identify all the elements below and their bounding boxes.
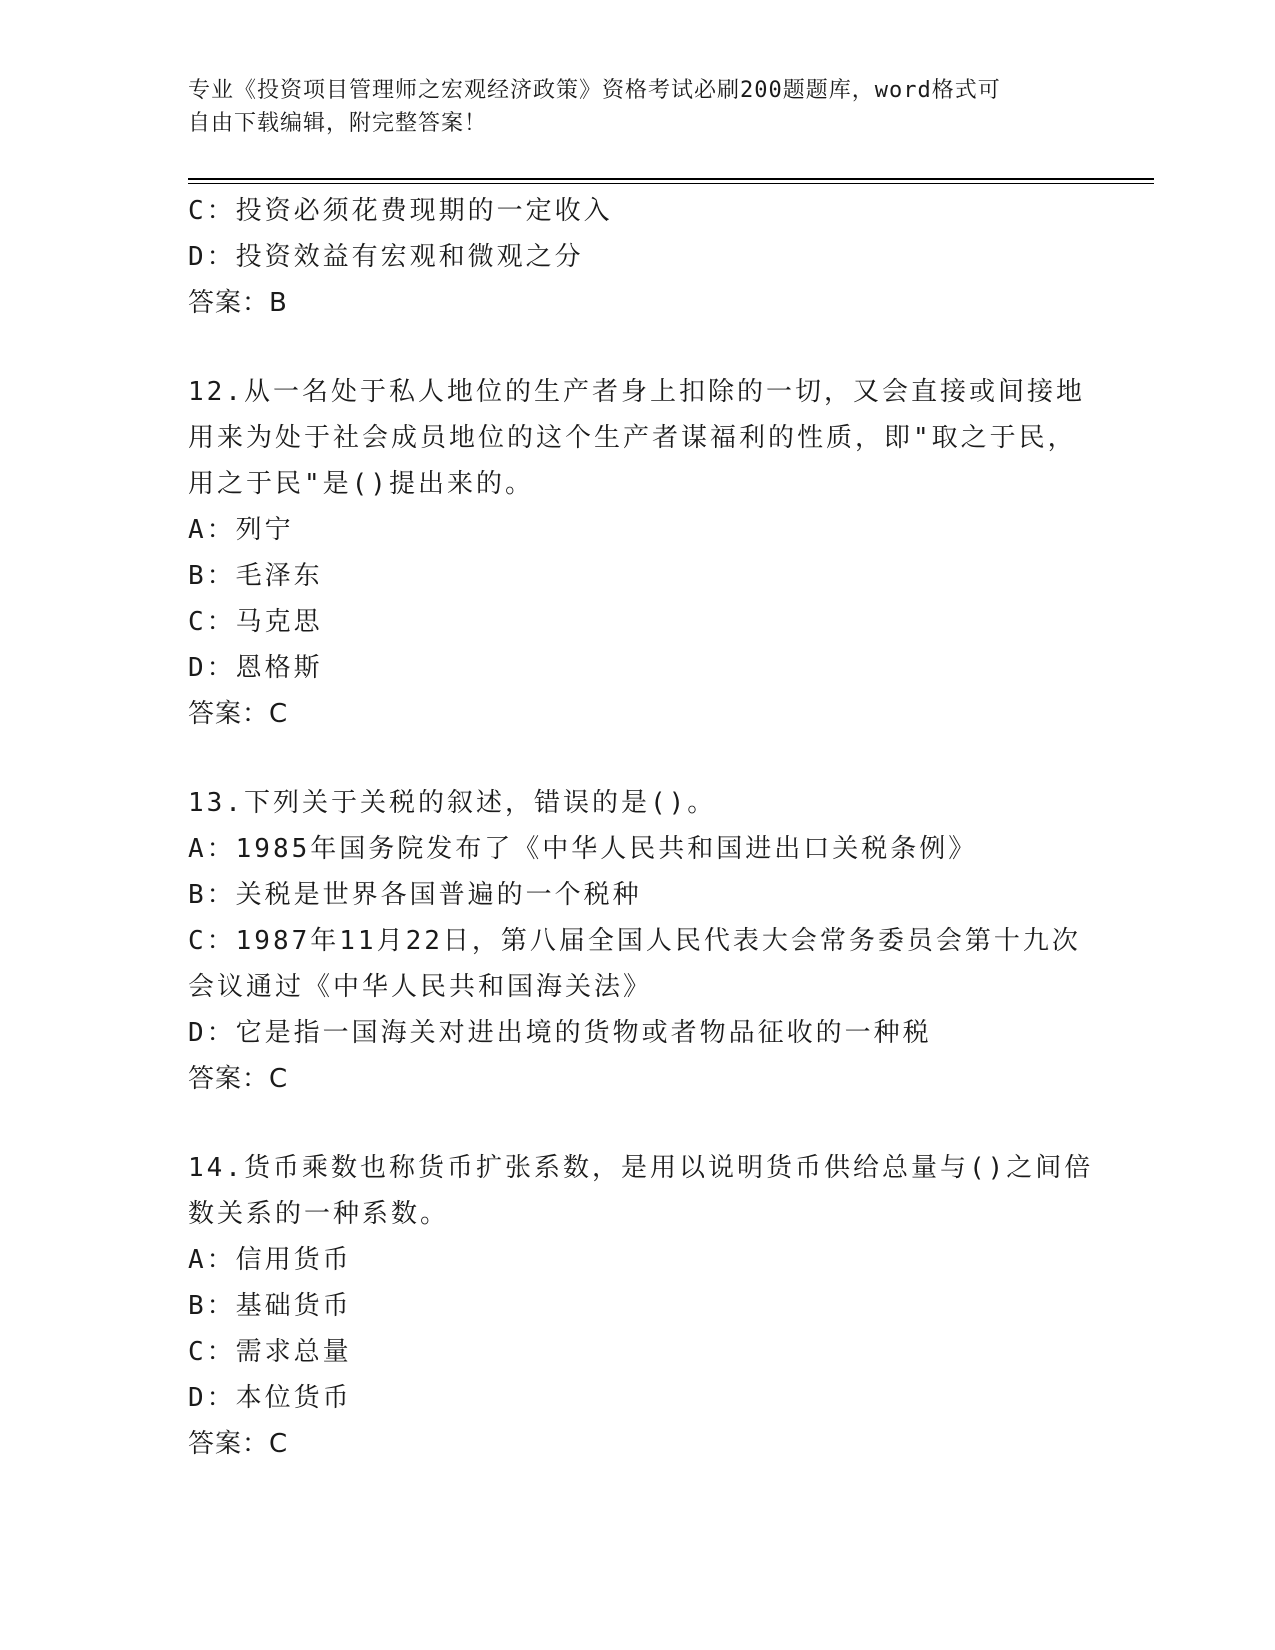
- option-c: C：马克思: [188, 607, 323, 637]
- option-b: B：毛泽东: [188, 561, 323, 591]
- question-stem: 用之于民"是()提出来的。: [188, 469, 534, 499]
- option-d: D：它是指一国海关对进出境的货物或者物品征收的一种税: [188, 1018, 932, 1048]
- document-header: [188, 74, 1068, 140]
- header-divider-thin: [188, 183, 1154, 184]
- option-d: D：本位货币: [188, 1383, 352, 1413]
- option-d: D：投资效益有宏观和微观之分: [188, 242, 584, 272]
- option-a: A：列宁: [188, 515, 294, 545]
- question-stem: 数关系的一种系数。: [188, 1199, 450, 1229]
- question-stem: 用来为处于社会成员地位的这个生产者谋福利的性质，即"取之于民，: [188, 423, 1077, 453]
- question-content: [188, 188, 1094, 1467]
- question-stem: 14.货币乘数也称货币扩张系数，是用以说明货币供给总量与()之间倍: [188, 1153, 1094, 1183]
- option-c: C：需求总量: [188, 1337, 352, 1367]
- option-b: B：基础货币: [188, 1291, 352, 1321]
- header-line-1: 专业《投资项目管理师之宏观经济政策》资格考试必刷200题题库，word格式可: [188, 78, 1001, 103]
- option-c-continued: 会议通过《中华人民共和国海关法》: [188, 972, 653, 1002]
- question-stem: 13.下列关于关税的叙述，错误的是()。: [188, 788, 717, 818]
- answer-line: 答案：B: [188, 288, 288, 318]
- option-c: C：1987年11月22日，第八届全国人民代表大会常务委员会第十九次: [188, 926, 1081, 956]
- question-stem: 12.从一名处于私人地位的生产者身上扣除的一切，又会直接或间接地: [188, 377, 1085, 407]
- option-d: D：恩格斯: [188, 653, 323, 683]
- option-a: A：1985年国务院发布了《中华人民共和国进出口关税条例》: [188, 834, 978, 864]
- answer-line: 答案：C: [188, 1429, 289, 1459]
- answer-line: 答案：C: [188, 699, 289, 729]
- question-12: [188, 369, 1088, 737]
- header-line-2: 自由下载编辑，附完整答案！: [188, 111, 488, 136]
- answer-line: 答案：C: [188, 1064, 289, 1094]
- option-c: C：投资必须花费现期的一定收入: [188, 196, 613, 226]
- question-13: [188, 780, 1088, 1102]
- header-divider-thick: [188, 178, 1154, 180]
- option-b: B：关税是世界各国普遍的一个税种: [188, 880, 642, 910]
- option-a: A：信用货币: [188, 1245, 352, 1275]
- question-14: [188, 1145, 1094, 1467]
